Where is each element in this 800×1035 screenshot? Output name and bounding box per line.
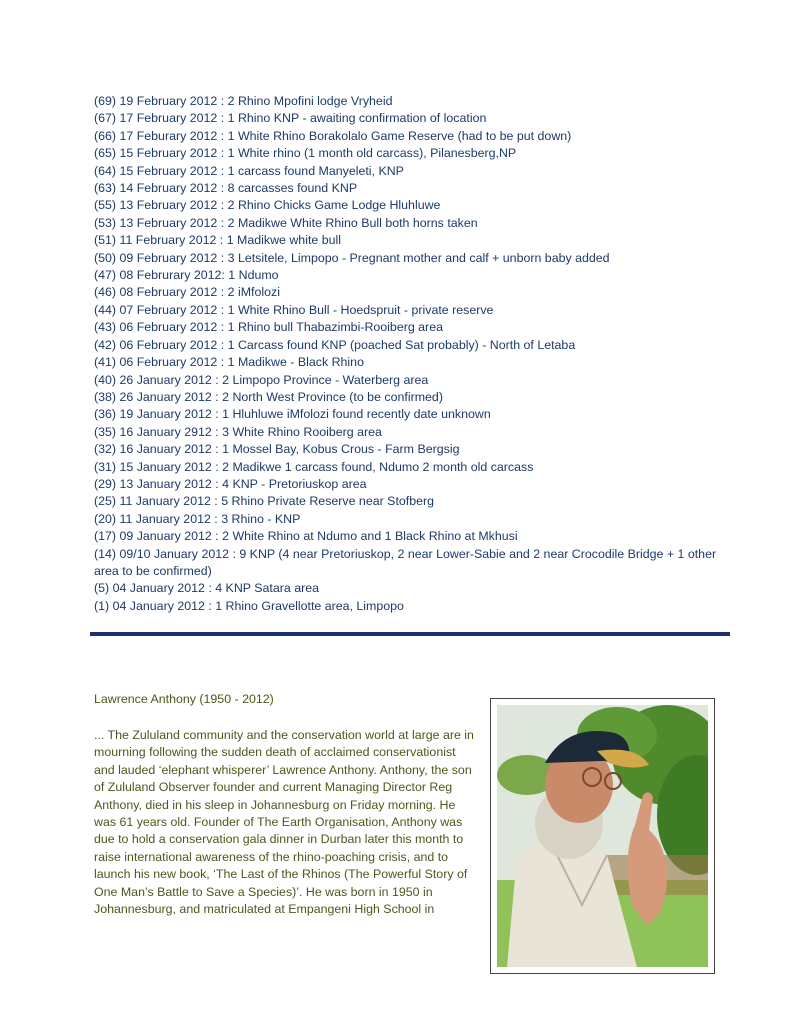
incident-item: (55) 13 February 2012 : 2 Rhino Chicks Game Lodge Hluhluwe [94,198,441,213]
incident-item: (40) 26 January 2012 : 2 Limpopo Province - Waterberg area [94,372,429,387]
incident-item: (46) 08 February 2012 : 2 iMfolozi [94,285,280,300]
section-divider [90,632,730,636]
incident-item: (69) 19 February 2012 : 2 Rhino Mpofini lodge Vryheid [94,94,393,108]
incident-item: (66) 17 Feburary 2012 : 1 White Rhino Borakolalo Game Reserve (had to be put down) [94,128,572,143]
incident-item: (20) 11 January 2012 : 3 Rhino - KNP [94,511,301,526]
incident-item: (25) 11 January 2012 : 5 Rhino Private Reserve near Stofberg [94,494,435,509]
incident-item: (29) 13 January 2012 : 4 KNP - Pretoriuskop area [94,476,367,491]
incident-item: (31) 15 January 2012 : 2 Madikwe 1 carcass found, Ndumo 2 month old carcass [94,459,534,474]
incident-item: (43) 06 February 2012 : 1 Rhino bull Thabazimbi-Rooiberg area [94,320,443,335]
incident-item: (42) 06 February 2012 : 1 Carcass found KNP (poached Sat probably) - North of Letaba [94,337,576,352]
poaching-incident-list [94,93,724,615]
incident-item: (41) 06 February 2012 : 1 Madikwe - Black Rhino [94,355,364,370]
incident-item: (38) 26 January 2012 : 2 North West Province (to be confirmed) [94,389,443,404]
incident-item: (36) 19 January 2012 : 1 Hluhluwe iMfolozi found recently date unknown [94,407,491,422]
incident-item: (65) 15 February 2012 : 1 White rhino (1 month old carcass), Pilanesberg,NP [94,146,517,161]
incident-item: (5) 04 January 2012 : 4 KNP Satara area [94,581,320,596]
incident-item: (51) 11 February 2012 : 1 Madikwe white bull [94,233,342,248]
article-title: Lawrence Anthony (1950 - 2012) [94,692,274,706]
incident-item: (64) 15 February 2012 : 1 carcass found Manyeleti, KNP [94,163,404,178]
incident-item: (14) 09/10 January 2012 : 9 KNP (4 near Pretoriuskop, 2 near Lower-Sabie and 2 near Crocodile Bridge + 1 other area to be confirmed) [94,546,717,578]
incident-item: (1) 04 January 2012 : 1 Rhino Gravellotte area, Limpopo [94,598,404,613]
incident-item: (50) 09 February 2012 : 3 Letsitele, Limpopo - Pregnant mother and calf + unborn baby added [94,250,610,265]
incident-item: (47) 08 Februrary 2012: 1 Ndumo [94,268,279,283]
incident-item: (53) 13 February 2012 : 2 Madikwe White Rhino Bull both horns taken [94,215,478,230]
incident-item: (35) 16 January 2912 : 3 White Rhino Rooiberg area [94,424,382,439]
incident-item: (17) 09 January 2012 : 2 White Rhino at Ndumo and 1 Black Rhino at Mkhusi [94,529,518,544]
incident-item: (32) 16 January 2012 : 1 Mossel Bay, Kobus Crous - Farm Bergsig [94,442,460,457]
incident-item: (67) 17 February 2012 : 1 Rhino KNP - awaiting confirmation of location [94,111,487,126]
portrait-photo [490,698,715,974]
incident-item: (63) 14 February 2012 : 8 carcasses found KNP [94,181,358,196]
portrait-image [497,705,708,967]
incident-item: (44) 07 February 2012 : 1 White Rhino Bull - Hoedspruit - private reserve [94,302,494,317]
article-body: ... The Zululand community and the conservation world at large are in mourning following the sudden death of acclaimed conservationist and lauded ‘elephant whisperer’ Lawrence Anthony. Anthony, the son of Zululand Observer founder and current Managing Director Reg Anthony, died in his sleep in Johannesburg on Friday morning. He was 61 years old. Founder of The Earth Organisation, Anthony was due to hold a conservation gala dinner in Durban later this month to raise international awareness of the rhino-poaching crisis, and to launch his new book, ‘The Last of the Rhinos (The Powerful Story of One Man’s Battle to Save a Species)’. He was born in 1950 in Johannesburg, and matriculated at Empangeni High School in [94,728,474,917]
